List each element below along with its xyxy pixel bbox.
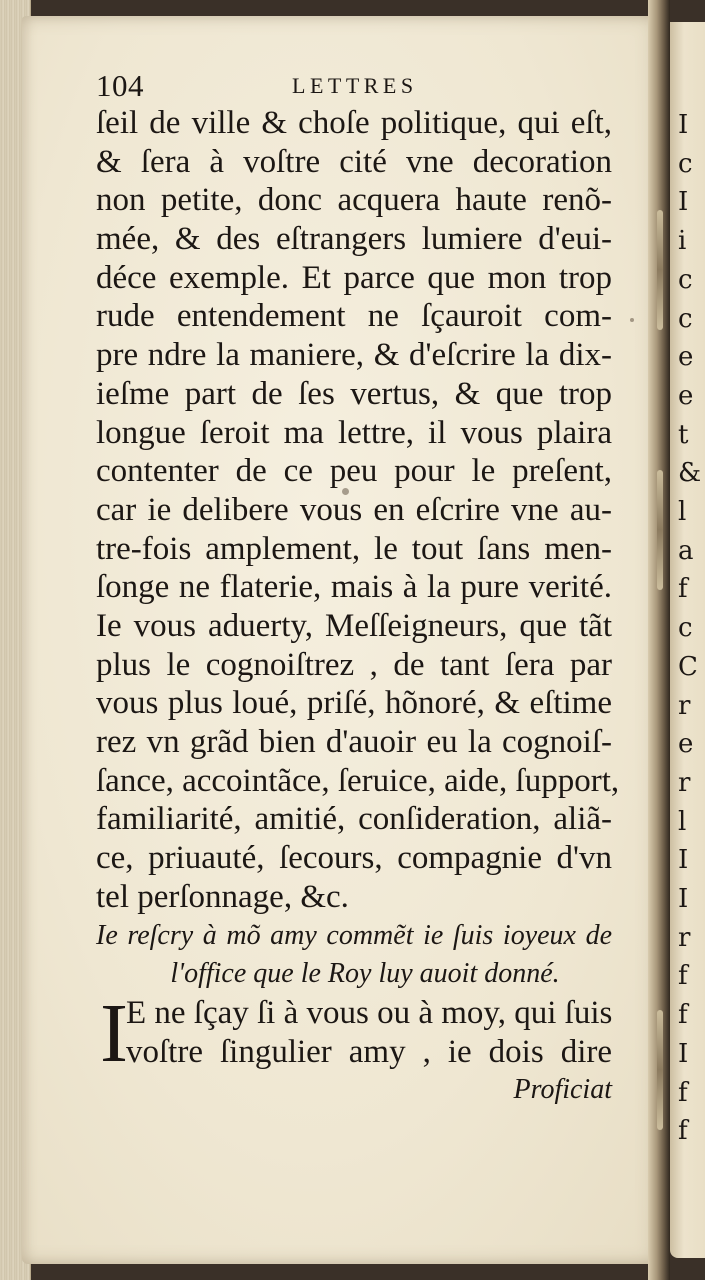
text-line: & ſera à voſtre cité vne decoration bbox=[96, 143, 612, 180]
text-line: contenter de ce peu pour le preſent, bbox=[96, 453, 612, 490]
facing-page-letter: r bbox=[678, 767, 691, 798]
text-line: ſonge ne flaterie, mais à la pure verité. bbox=[96, 569, 612, 606]
text-line: déce exemple. Et parce que mon trop bbox=[96, 259, 612, 296]
page-header bbox=[96, 68, 612, 104]
text-line: ieſme part de ſes vertus, & que trop bbox=[96, 375, 612, 412]
text-line: E ne ſçay ſi à vous ou à moy, qui ſuis bbox=[126, 995, 613, 1031]
facing-page-letter: a bbox=[678, 535, 694, 566]
facing-page-letter: I bbox=[678, 884, 689, 914]
facing-page-letter: & bbox=[678, 458, 702, 489]
section-heading-line: Ie reſcry à mõ amy commẽt ie ſuis ioyeux de bbox=[96, 920, 612, 951]
page-number: 104 bbox=[96, 68, 144, 103]
body-text bbox=[96, 104, 620, 916]
facing-page-letter: C bbox=[678, 651, 698, 682]
text-line: non petite, donc acquera haute renõ- bbox=[96, 182, 612, 219]
facing-page-letter: c bbox=[678, 613, 693, 644]
facing-page-letter: r bbox=[678, 690, 691, 721]
text-line: voſtre ſingulier amy , ie dois dire bbox=[126, 1033, 612, 1070]
text-line: vous plus loué, priſé, hõnoré, & eſtime bbox=[96, 685, 612, 722]
text-line: longue ſeroit ma lettre, il vous plaira bbox=[96, 414, 612, 451]
facing-page-letter: f bbox=[678, 1000, 688, 1031]
text-line: mée, & des eſtrangers lumiere d'eui- bbox=[96, 221, 612, 258]
section-heading bbox=[96, 917, 612, 993]
facing-page-letter: I bbox=[678, 1038, 689, 1069]
binding-thread bbox=[657, 470, 663, 590]
text-line: rez vn grãd bien d'auoir eu la cognoiſ- bbox=[96, 724, 612, 760]
drop-cap: I bbox=[100, 987, 128, 1080]
facing-page-letter: I bbox=[678, 110, 689, 140]
facing-page-letter: r bbox=[678, 922, 691, 953]
facing-page-letter: I bbox=[678, 845, 689, 876]
paper-stain bbox=[630, 318, 634, 322]
section-heading-line: l'office que le Roy luy auoit donné. bbox=[170, 958, 560, 989]
facing-page-letter: l bbox=[678, 806, 687, 837]
binding-thread bbox=[657, 1010, 663, 1130]
facing-page-letter: c bbox=[678, 148, 693, 179]
text-line: tre-fois amplement, le tout ſans men- bbox=[96, 530, 612, 567]
facing-page-letter: f bbox=[678, 1077, 688, 1108]
facing-page-letter: i bbox=[678, 226, 687, 257]
facing-page-letter: c bbox=[678, 303, 693, 334]
text-line: car ie delibere vous en eſcrire vne au- bbox=[96, 491, 612, 528]
running-head: LETTRES bbox=[292, 73, 418, 98]
facing-page-letter: f bbox=[678, 961, 688, 992]
text-line: ſeil de ville & choſe politique, qui eſt, bbox=[96, 105, 612, 141]
text-line: ce, priuauté, ſecours, compagnie d'vn bbox=[96, 840, 612, 877]
text-line: plus le cognoiſtrez , de tant ſera par bbox=[96, 646, 612, 683]
facing-page-letter: I bbox=[678, 187, 689, 218]
facing-page-letter: e bbox=[678, 342, 694, 373]
letter-opening bbox=[96, 987, 613, 1080]
text-line: rude entendement ne ſçauroit com- bbox=[96, 298, 612, 335]
facing-page-letter: l bbox=[678, 497, 687, 527]
text-line: ſance, accointãce, ſeruice, aide, ſupport, bbox=[96, 762, 620, 799]
facing-page-letter: e bbox=[678, 380, 694, 411]
text-line: familiarité, amitié, conſideration, aliã- bbox=[96, 801, 612, 838]
catchword: Proficiat bbox=[513, 1074, 612, 1105]
text-line: pre ndre la maniere, & d'eſcrire la dix- bbox=[96, 337, 612, 374]
facing-page-letter: t bbox=[678, 419, 689, 450]
facing-page-letter: e bbox=[678, 729, 694, 760]
binding-thread bbox=[657, 210, 663, 330]
facing-page-letter: f bbox=[678, 574, 688, 605]
facing-page-letter: f bbox=[678, 1116, 688, 1147]
text-line: Ie vous aduerty, Meſſeigneurs, que tãt bbox=[96, 607, 612, 644]
facing-page-letter: c bbox=[678, 264, 693, 295]
text-line: tel perſonnage, &c. bbox=[96, 878, 349, 915]
